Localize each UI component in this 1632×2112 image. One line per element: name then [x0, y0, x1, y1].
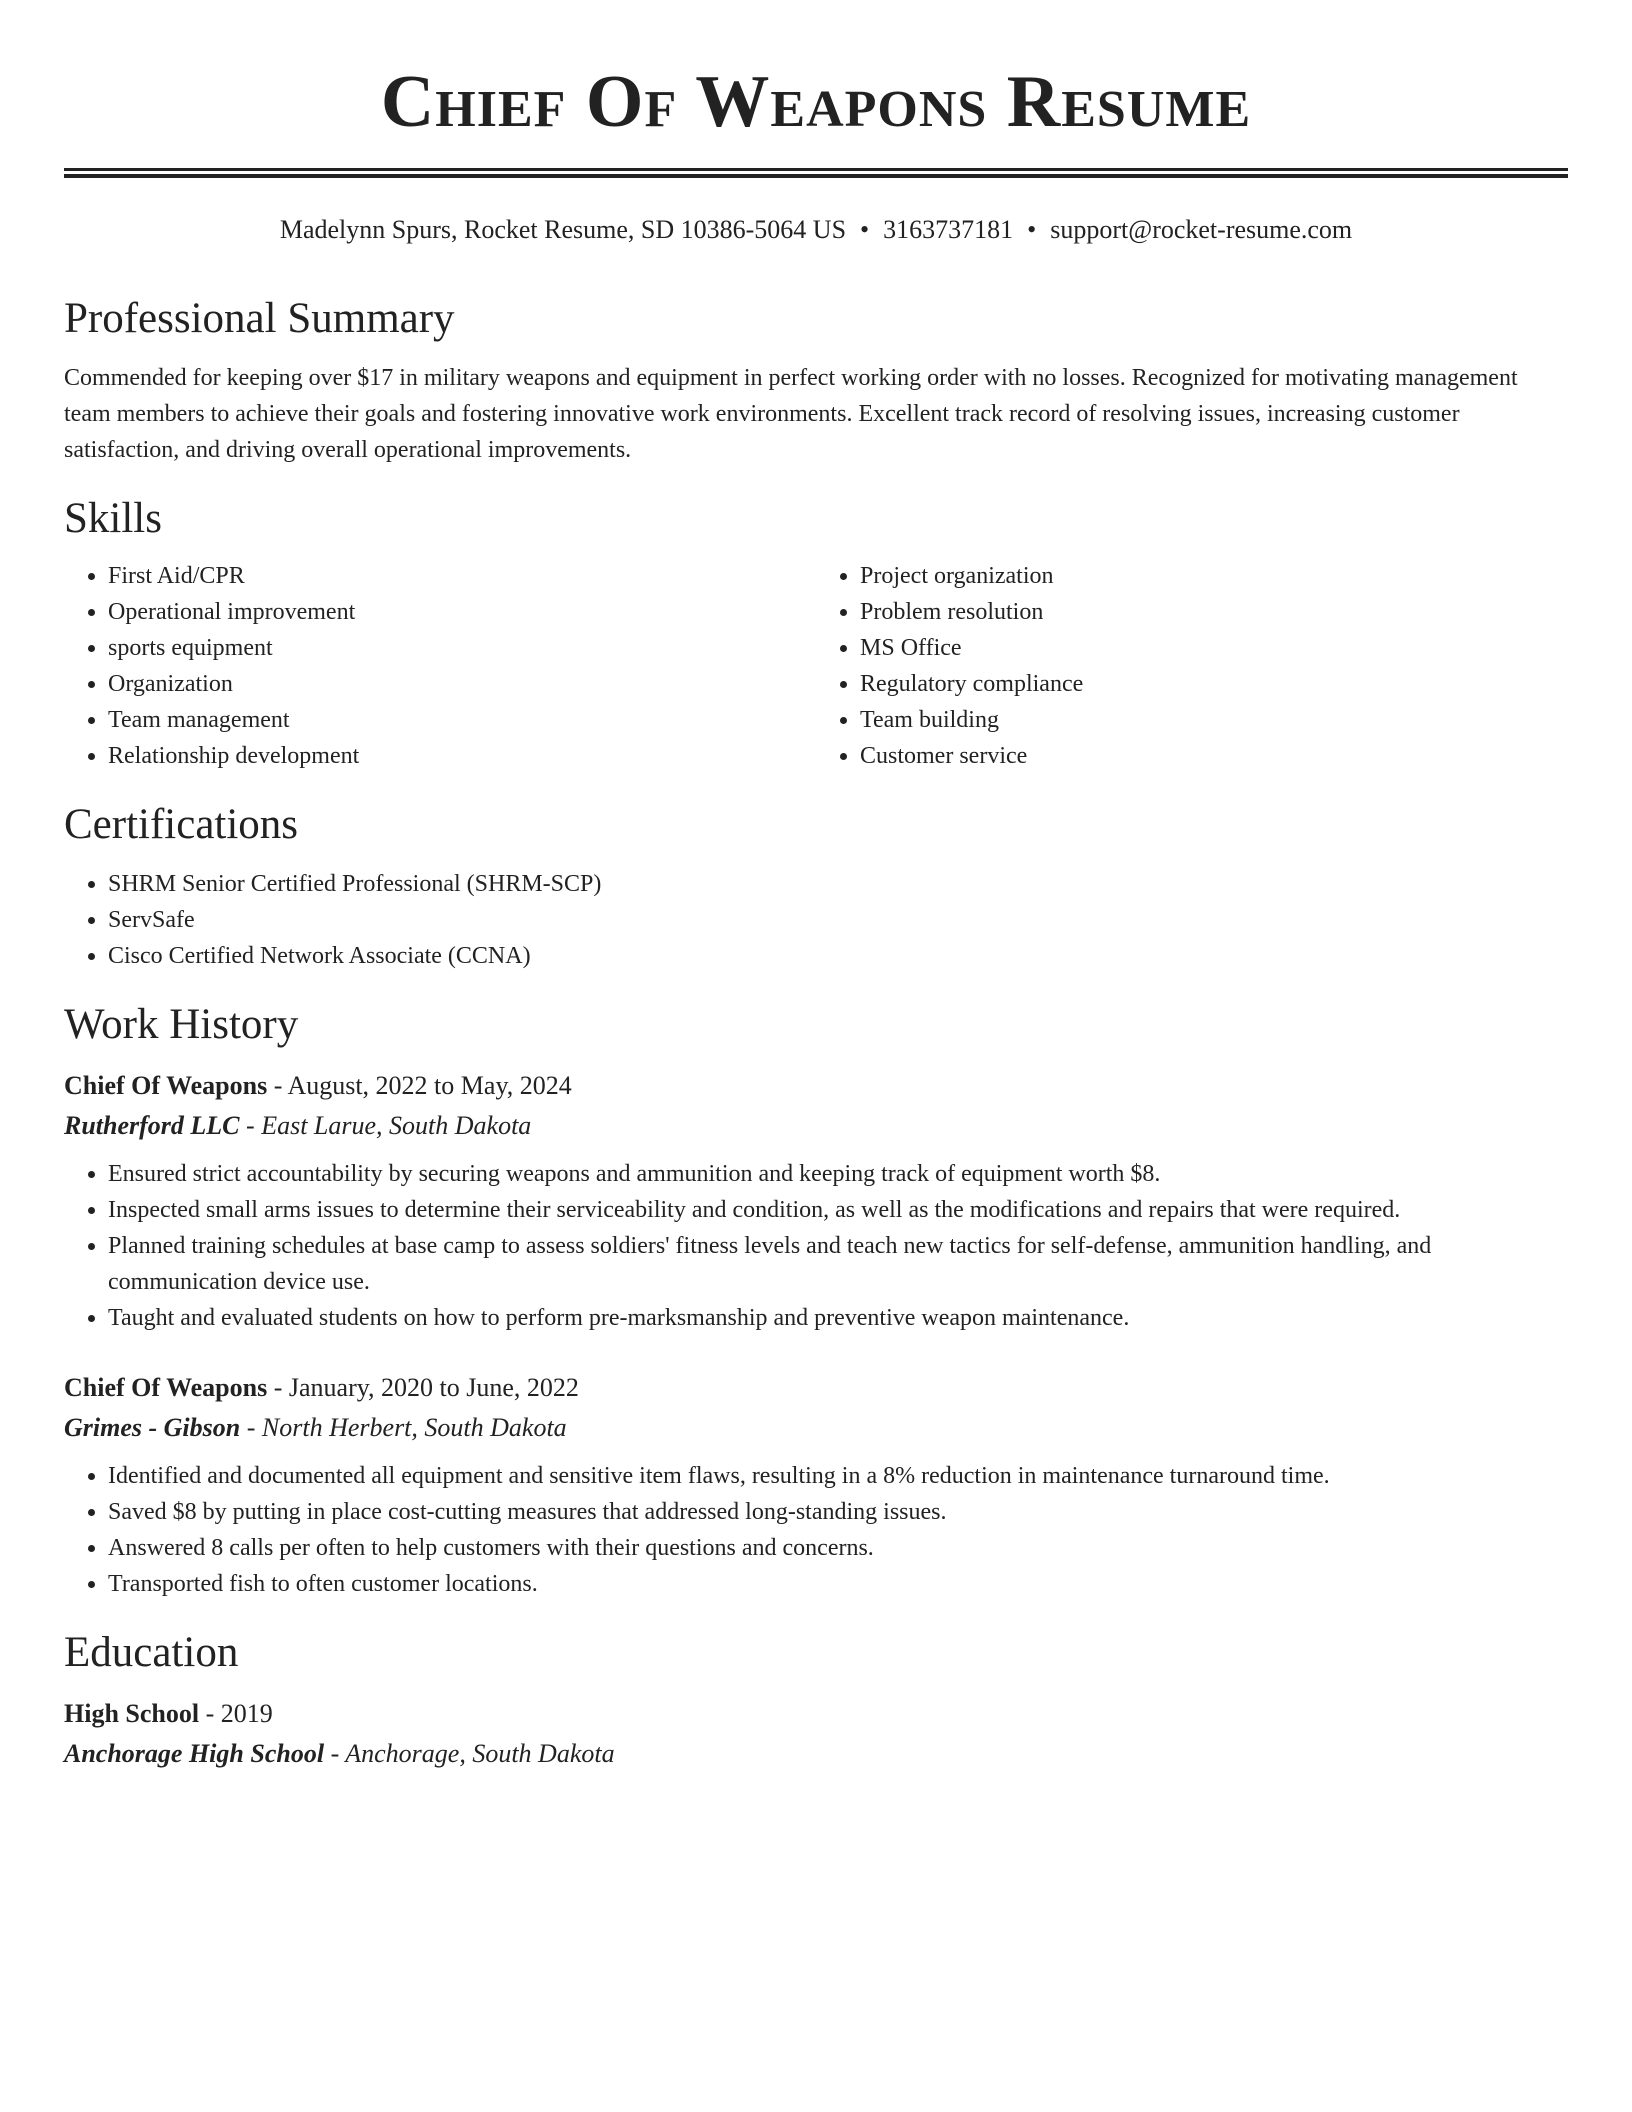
- job-entry: [64, 1368, 1568, 1602]
- skill-item: • Team building: [860, 702, 1568, 738]
- job-role: Chief Of Weapons: [64, 1373, 268, 1402]
- skill-item: • Relationship development: [108, 738, 816, 774]
- certification-item: • Cisco Certified Network Associate (CCNA): [108, 938, 1568, 974]
- education-school-line: [64, 1734, 1568, 1774]
- job-location: - East Larue, South Dakota: [239, 1111, 532, 1140]
- job-bullet: • Answered 8 calls per often to help customers with their questions and concerns.: [108, 1530, 1568, 1566]
- job-entry: [64, 1066, 1568, 1336]
- job-location: - North Herbert, South Dakota: [240, 1413, 567, 1442]
- skills-heading: Skills: [64, 495, 162, 542]
- skill-item: • Customer service: [860, 738, 1568, 774]
- title-divider: [64, 168, 1568, 178]
- contact-line: [64, 212, 1568, 248]
- job-company-line: [64, 1408, 1568, 1448]
- skill-item: • Team management: [108, 702, 816, 738]
- skill-item: • First Aid/CPR: [108, 558, 816, 594]
- job-bullet: • Ensured strict accountability by securing weapons and ammunition and keeping track of equipment worth $8.: [108, 1156, 1568, 1192]
- job-bullet: • Taught and evaluated students on how to perform pre-marksmanship and preventive weapon maintenance.: [108, 1300, 1568, 1336]
- job-dates: - August, 2022 to May, 2024: [267, 1071, 572, 1100]
- skill-item: • Organization: [108, 666, 816, 702]
- certifications-list: [64, 866, 1568, 974]
- education-entry: [64, 1694, 1568, 1774]
- job-bullets: [64, 1458, 1568, 1602]
- job-bullets: [64, 1156, 1568, 1336]
- summary-text: Commended for keeping over $17 in military weapons and equipment in perfect working order with no losses. Recognized for motivating management team members to achieve their goals and fostering innovative work environments. Excellent track record of resolving issues, increasing customer satisfaction, and driving overall operational improvements.: [64, 365, 1518, 463]
- job-bullet: • Transported fish to often customer locations.: [108, 1566, 1568, 1602]
- contact-email: support@rocket-resume.com: [1050, 215, 1353, 244]
- resume-title: Chief Of Weapons Resume: [380, 61, 1252, 143]
- summary-heading: Professional Summary: [64, 295, 455, 342]
- work-history-heading: Work History: [64, 1001, 299, 1048]
- skills-right-list: [816, 558, 1568, 774]
- education-location: - Anchorage, South Dakota: [324, 1739, 615, 1768]
- education-year: - 2019: [199, 1699, 273, 1728]
- contact-separator: •: [1027, 215, 1037, 244]
- skill-item: • MS Office: [860, 630, 1568, 666]
- education-heading: Education: [64, 1629, 239, 1676]
- contact-address: Madelynn Spurs, Rocket Resume, SD 10386-5064 US: [279, 215, 847, 244]
- education-school: Anchorage High School: [64, 1739, 325, 1768]
- skills-left-list: [64, 558, 816, 774]
- job-title-line: [64, 1066, 1568, 1106]
- certifications-heading: Certifications: [64, 801, 299, 848]
- job-dates: - January, 2020 to June, 2022: [267, 1373, 579, 1402]
- skill-item: • Operational improvement: [108, 594, 816, 630]
- skills-grid: [64, 558, 1568, 774]
- job-bullet: • Inspected small arms issues to determine their serviceability and condition, as well as the modifications and repairs that were required.: [108, 1192, 1568, 1228]
- contact-separator: •: [860, 215, 870, 244]
- education-degree: High School: [64, 1699, 200, 1728]
- contact-phone: 3163737181: [883, 215, 1014, 244]
- skill-item: • sports equipment: [108, 630, 816, 666]
- job-company: Grimes - Gibson: [64, 1413, 241, 1442]
- job-company-line: [64, 1106, 1568, 1146]
- skill-item: • Regulatory compliance: [860, 666, 1568, 702]
- certification-item: • SHRM Senior Certified Professional (SHRM-SCP): [108, 866, 1568, 902]
- education-degree-line: [64, 1694, 1568, 1734]
- skill-item: • Project organization: [860, 558, 1568, 594]
- skill-item: • Problem resolution: [860, 594, 1568, 630]
- job-role: Chief Of Weapons: [64, 1071, 268, 1100]
- job-company: Rutherford LLC: [64, 1111, 240, 1140]
- job-bullet: • Planned training schedules at base camp to assess soldiers' fitness levels and teach new tactics for self-defense, ammunition handling, and communication device use.: [108, 1228, 1568, 1300]
- certification-item: • ServSafe: [108, 902, 1568, 938]
- job-bullet: • Identified and documented all equipment and sensitive item flaws, resulting in a 8% reduction in maintenance turnaround time.: [108, 1458, 1568, 1494]
- job-bullet: • Saved $8 by putting in place cost-cutting measures that addressed long-standing issues.: [108, 1494, 1568, 1530]
- job-title-line: [64, 1368, 1568, 1408]
